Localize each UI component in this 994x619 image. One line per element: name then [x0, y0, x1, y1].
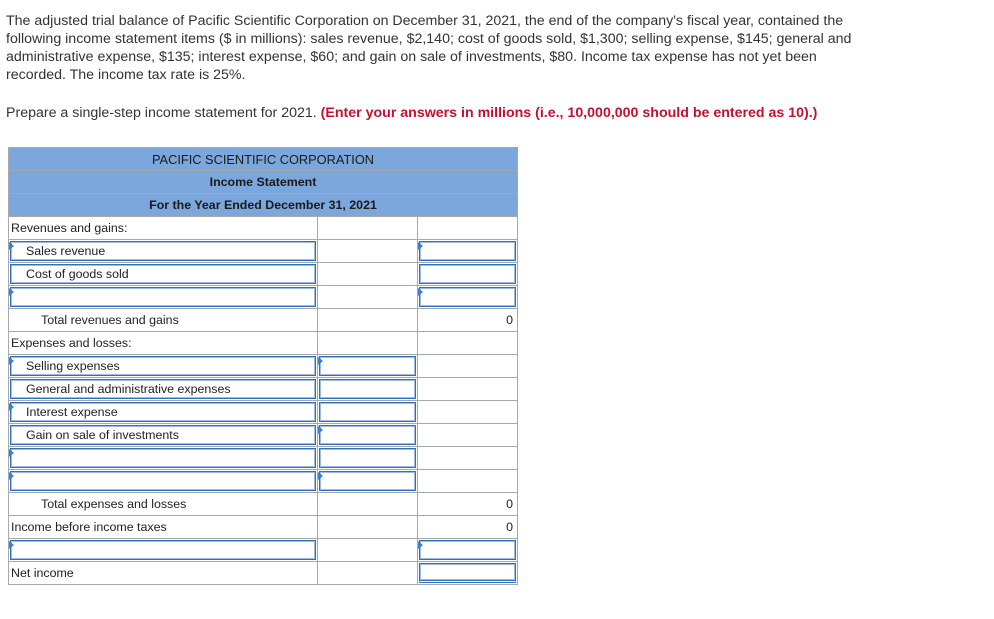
company-name: PACIFIC SCIENTIFIC CORPORATION [9, 148, 518, 171]
dropdown-arrow-icon [9, 288, 14, 296]
dropdown-arrow-icon [9, 449, 14, 457]
total-revenues-value: 0 [418, 309, 518, 332]
statement-title: Income Statement [9, 171, 518, 194]
empty-cell [418, 217, 518, 240]
expense-blank-amount-input[interactable] [318, 470, 418, 493]
income-statement-table [8, 147, 518, 585]
empty-cell [418, 447, 518, 470]
revenue-blank-amount-input[interactable] [418, 286, 518, 309]
dropdown-arrow-icon [318, 357, 323, 365]
empty-cell [318, 539, 418, 562]
dropdown-arrow-icon [418, 288, 423, 296]
instructions-emphasis: (Enter your answers in millions (i.e., 10,000,000 should be entered as 10).) [320, 105, 818, 121]
empty-cell [418, 355, 518, 378]
interest-expense-label-dropdown[interactable]: Interest expense [9, 401, 318, 424]
dropdown-arrow-icon [9, 403, 14, 411]
tax-amount-input[interactable] [418, 539, 518, 562]
empty-cell [318, 263, 418, 286]
sales-revenue-amount-input[interactable] [418, 240, 518, 263]
gna-expenses-label-dropdown[interactable]: General and administrative expenses [9, 378, 318, 401]
income-before-tax-label: Income before income taxes [9, 516, 318, 539]
expense-blank-amount-input[interactable] [318, 447, 418, 470]
problem-line: recorded. The income tax rate is 25%. [6, 67, 246, 83]
dropdown-arrow-icon [9, 242, 14, 250]
gain-sale-amount-input[interactable] [318, 424, 418, 447]
empty-cell [318, 286, 418, 309]
empty-cell [318, 332, 418, 355]
problem-text [6, 12, 966, 84]
problem-line: following income statement items ($ in millions): sales revenue, $2,140; cost of goods sold, $1,300; selling expense, $145; general and [6, 31, 852, 47]
tax-label-dropdown[interactable] [9, 539, 318, 562]
empty-cell [318, 493, 418, 516]
selling-expenses-amount-input[interactable] [318, 355, 418, 378]
total-revenues-label: Total revenues and gains [9, 309, 318, 332]
cogs-label-dropdown[interactable]: Cost of goods sold [9, 263, 318, 286]
empty-cell [418, 378, 518, 401]
empty-cell [318, 516, 418, 539]
expense-blank-label-dropdown[interactable] [9, 447, 318, 470]
instructions [6, 104, 817, 122]
empty-cell [418, 424, 518, 447]
revenues-header: Revenues and gains: [9, 217, 318, 240]
gna-expenses-amount-input[interactable] [318, 378, 418, 401]
empty-cell [418, 470, 518, 493]
expenses-header: Expenses and losses: [9, 332, 318, 355]
dropdown-arrow-icon [318, 472, 323, 480]
dropdown-arrow-icon [9, 541, 14, 549]
total-expenses-label: Total expenses and losses [9, 493, 318, 516]
cogs-amount-input[interactable] [418, 263, 518, 286]
gain-sale-label-dropdown[interactable]: Gain on sale of investments [9, 424, 318, 447]
empty-cell [318, 217, 418, 240]
dropdown-arrow-icon [9, 357, 14, 365]
net-income-label: Net income [9, 562, 318, 585]
dropdown-arrow-icon [418, 541, 423, 549]
total-expenses-value: 0 [418, 493, 518, 516]
interest-expense-amount-input[interactable] [318, 401, 418, 424]
problem-line: The adjusted trial balance of Pacific Scientific Corporation on December 31, 2021, the end of the company's fiscal year, contained the [6, 13, 844, 29]
empty-cell [318, 562, 418, 585]
selling-expenses-label-dropdown[interactable]: Selling expenses [9, 355, 318, 378]
dropdown-arrow-icon [9, 472, 14, 480]
empty-cell [418, 401, 518, 424]
empty-cell [318, 309, 418, 332]
empty-cell [318, 240, 418, 263]
expense-blank-label-dropdown[interactable] [9, 470, 318, 493]
statement-period: For the Year Ended December 31, 2021 [9, 194, 518, 217]
instructions-text: Prepare a single-step income statement for 2021. [6, 105, 317, 121]
empty-cell [418, 332, 518, 355]
income-before-tax-value: 0 [418, 516, 518, 539]
problem-line: administrative expense, $135; interest expense, $60; and gain on sale of investments, $80. Income tax expense has not yet been [6, 49, 817, 65]
sales-revenue-label-dropdown[interactable]: Sales revenue [9, 240, 318, 263]
dropdown-arrow-icon [418, 242, 423, 250]
revenue-blank-label-dropdown[interactable] [9, 286, 318, 309]
dropdown-arrow-icon [318, 426, 323, 434]
net-income-amount-input[interactable] [418, 562, 518, 585]
